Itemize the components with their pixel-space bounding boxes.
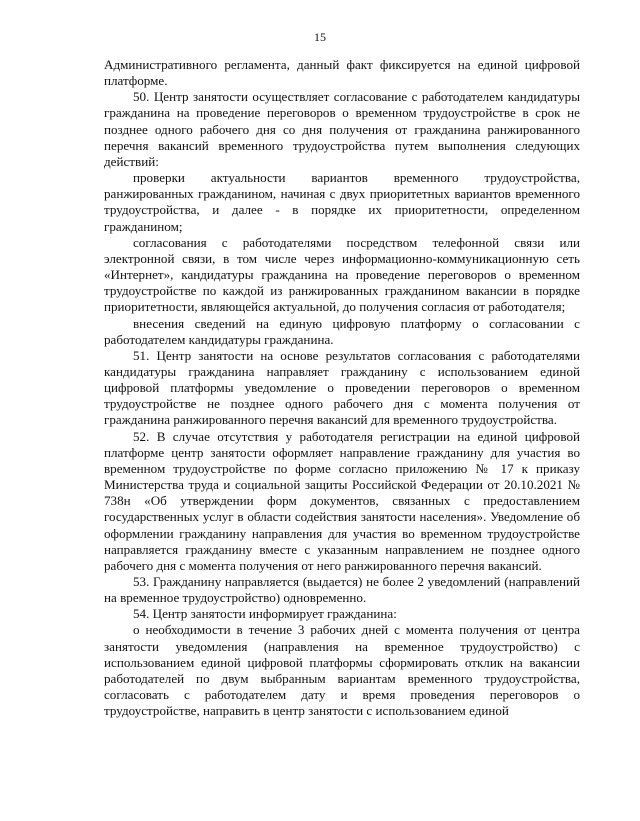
paragraph: 51. Центр занятости на основе результатов согласования с работодателями кандидатуры гражданина направляет гражданину с использованием единой цифровой платформы уведомление о проведении переговоров о временном трудоустройстве не позднее одного рабочего дня с момента получения от гражданина ранжированного перечня вакансий для временного трудоустройства. xyxy=(104,347,580,428)
paragraph: проверки актуальности вариантов временного трудоустройства, ранжированных гражданином, начиная с двух приоритетных вариантов временного трудоустройства, и далее - в порядке их приоритетности, определенном гражданином; xyxy=(104,170,580,234)
paragraph: о необходимости в течение 3 рабочих дней с момента получения от центра занятости уведомления (направления на временное трудоустройство) с использованием единой цифровой платформы сформировать отклик на вакансии работодателей по двум выбранным вариантам временного трудоустройства, согласовать с работодателем дату и время проведения переговоров о трудоустройстве, направить в центр занятости с использованием единой xyxy=(104,622,580,719)
document-body xyxy=(104,57,580,719)
paragraph: 52. В случае отсутствия у работодателя регистрации на единой цифровой платформе центр занятости оформляет направление гражданину для участия во временном трудоустройстве по форме согласно приложению № 17 к приказу Министерства труда и социальной защиты Российской Федерации от 20.10.2021 № 738н «Об утверждении форм документов, связанных с предоставлением государственных услуг в области содействия занятости населения». Уведомление об оформлении гражданину направления для участия во временном трудоустройстве направляется гражданину вместе с указанным направлением не позднее одного рабочего дня с момента получения от него ранжированного перечня вакансий. xyxy=(104,428,580,573)
paragraph: согласования с работодателями посредством телефонной связи или электронной связи, в том числе через информационно-коммуникационную сеть «Интернет», кандидатуры гражданина на проведение переговоров о временном трудоустройстве по каждой из ранжированных гражданином вакансии в порядке приоритетности, являющейся актуальной, до получения согласия от работодателя; xyxy=(104,234,580,315)
paragraph: 50. Центр занятости осуществляет согласование с работодателем кандидатуры гражданина на проведение переговоров о временном трудоустройстве в срок не позднее одного рабочего дня со дня получения от гражданина ранжированного перечня вакансий временного трудоустройства путем выполнения следующих действий: xyxy=(104,89,580,169)
paragraph: 54. Центр занятости информирует гражданина: xyxy=(133,606,397,622)
page-number: 15 xyxy=(314,30,326,44)
paragraph: 53. Гражданину направляется (выдается) не более 2 уведомлений (направлений на временное трудоустройство) одновременно. xyxy=(104,574,580,606)
paragraph: внесения сведений на единую цифровую платформу о согласовании с работодателем кандидатуры гражданина. xyxy=(104,315,580,347)
paragraph: Административного регламента, данный факт фиксируется на единой цифровой платформе. xyxy=(104,57,580,89)
